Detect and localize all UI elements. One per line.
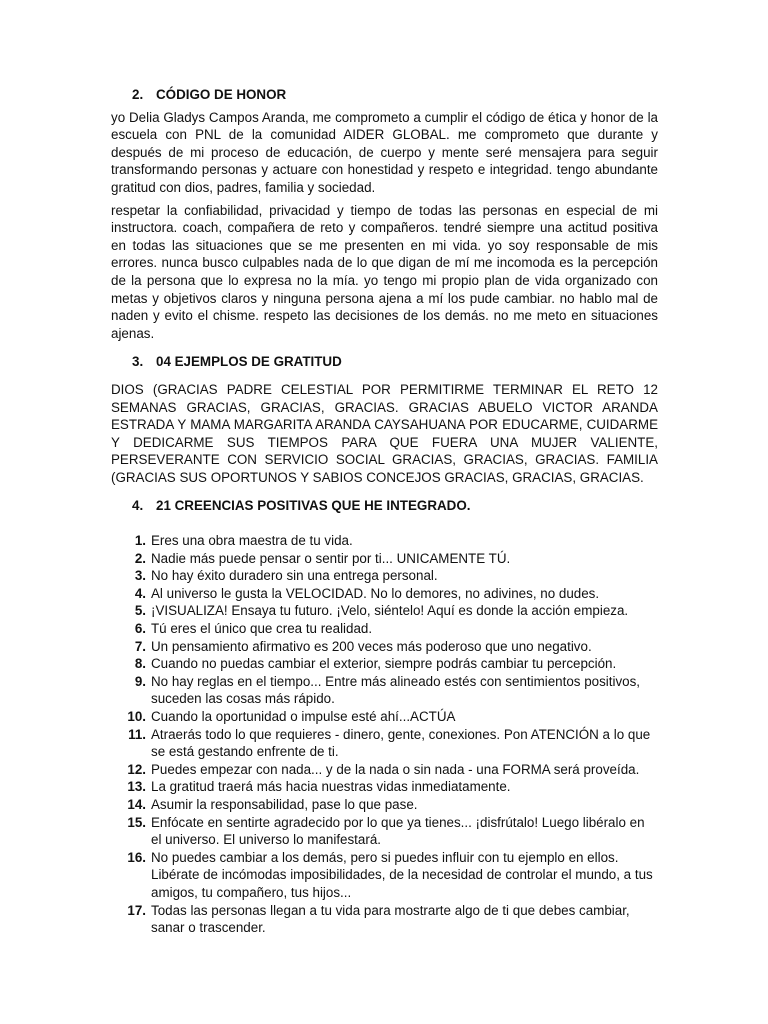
list-item-text: Al universo le gusta la VELOCIDAD. No lo demores, no adivines, no dudes. [151, 585, 600, 601]
list-item [111, 532, 658, 550]
list-item-number: 9. [134, 673, 146, 689]
list-item [111, 708, 658, 726]
list-item-number: 13. [127, 779, 146, 795]
gratitude-paragraph: DIOS (GRACIAS PADRE CELESTIAL POR PERMITIRME TERMINAR EL RETO 12 SEMANAS GRACIAS, GRACIAS, GRACIAS. GRACIAS ABUELO VICTOR ARANDA ESTRADA Y MAMA MARGARITA ARANDA CAYSAHUANA POR EDUCARME, CUIDARME Y DEDICARME SUS TIEMPOS PARA QUE FUERA UNA MUJER VALIENTE, PERSEVERANTE CON SERVICIO SOCIAL GRACIAS, GRACIAS, GRACIAS. FAMILIA (GRACIAS SUS OPORTUNOS Y SABIOS CONCEJOS GRACIAS, GRACIAS, GRACIAS. [111, 381, 658, 485]
list-item [111, 602, 658, 620]
list-item-text: No puedes cambiar a los demás, pero si puedes influir con tu ejemplo en ellos. Libérate de incómodas imposibilidades, de la necesidad de controlar el mundo, a tus amigos, tu compañero, tus hijos... [151, 849, 653, 900]
section-title: CÓDIGO DE HONOR [156, 87, 287, 102]
list-item-text: Cuando no puedas cambiar el exterior, siempre podrás cambiar tu percepción. [151, 656, 617, 672]
beliefs-list [111, 532, 658, 937]
list-item [111, 902, 658, 937]
section-title: 21 CREENCIAS POSITIVAS QUE HE INTEGRADO. [156, 498, 471, 514]
section-heading-gratitude [132, 353, 658, 371]
list-item-text: ¡VISUALIZA! Ensaya tu futuro. ¡Velo, siéntelo! Aquí es donde la acción empieza. [151, 603, 629, 619]
honor-paragraph-2: respetar la confiabilidad, privacidad y tiempo de todas las personas en especial de mi instructora. coach, compañera de reto y compañeros. tendré siempre una actitud positiva en todas las situaciones que se me presenten en mi vida. yo soy responsable de mis errores. nunca busco culpables nada de lo que digan de mí me incomoda es la percepción de la persona que lo expresa no la mía. yo tengo mi propio plan de vida organizado con metas y objetivos claros y ninguna persona ajena a mí los pude cambiar. no hablo mal de naden y evito el chisme. respeto las decisiones de los demás. no me meto en situaciones ajenas. [111, 202, 658, 341]
honor-paragraph-1: yo Delia Gladys Campos Aranda, me comprometo a cumplir el código de ética y honor de la escuela con PNL de la comunidad AIDER GLOBAL. me comprometo que durante y después de mi proceso de educación, de cuerpo y mente seré mensajera para seguir transformando personas y actuare con honestidad y respeto e integridad. tengo abundante gratitud con dios, padres, familia y sociedad. [111, 109, 658, 195]
list-item-number: 5. [134, 603, 146, 619]
list-item-number: 8. [134, 656, 146, 672]
section-title: 04 EJEMPLOS DE GRATITUD [156, 354, 342, 370]
list-item-number: 1. [134, 533, 146, 549]
list-item-text: Asumir la responsabilidad, pase lo que pase. [151, 796, 418, 812]
list-item-number: 3. [134, 568, 146, 584]
list-item [111, 761, 658, 779]
list-item-number: 11. [128, 726, 146, 742]
list-item-number: 10. [127, 709, 146, 724]
list-item [111, 550, 658, 568]
list-item [111, 814, 658, 849]
list-item [111, 726, 658, 761]
list-item-text: Puedes empezar con nada... y de la nada o sin nada - una FORMA será proveída. [151, 761, 640, 777]
section-number: 2. [132, 87, 144, 102]
list-item [111, 673, 658, 708]
section-number: 3. [132, 354, 144, 370]
list-item-number: 15. [127, 814, 146, 830]
list-item-text: No hay reglas en el tiempo... Entre más alineado estés con sentimientos positivos, suceden las cosas más rápido. [151, 673, 641, 707]
list-item [111, 620, 658, 638]
list-item-text: Nadie más puede pensar o sentir por ti... UNICAMENTE TÚ. [151, 550, 511, 566]
list-item-number: 4. [134, 585, 146, 601]
list-item-text: Enfócate en sentirte agradecido por lo que ya tienes... ¡disfrútalo! Luego libéralo en el universo. El universo lo manifestará. [151, 814, 645, 848]
list-item [111, 567, 658, 585]
list-item-number: 17. [127, 902, 146, 918]
list-item-text: Tú eres el único que crea tu realidad. [151, 621, 373, 637]
list-item-number: 7. [134, 638, 146, 654]
list-item-text: Atraerás todo lo que requieres - dinero, gente, conexiones. Pon ATENCIÓN a lo que se está gestando enfrente de ti. [151, 726, 651, 760]
section-heading-honor [132, 86, 658, 104]
list-item-number: 12. [127, 761, 146, 777]
list-item [111, 655, 658, 673]
section-number: 4. [132, 498, 144, 514]
list-item [111, 778, 658, 796]
list-item-text: Un pensamiento afirmativo es 200 veces más poderoso que uno negativo. [151, 638, 592, 654]
list-item-text: No hay éxito duradero sin una entrega personal. [151, 568, 438, 584]
list-item-text: La gratitud traerá más hacia nuestras vidas inmediatamente. [151, 779, 511, 795]
section-heading-beliefs [132, 497, 658, 515]
list-item [111, 585, 658, 603]
list-item [111, 796, 658, 814]
list-item-number: 2. [134, 550, 146, 566]
list-item-text: Cuando la oportunidad o impulse esté ahí...ACTÚA [151, 709, 456, 724]
list-item-number: 16. [127, 849, 146, 865]
list-item [111, 638, 658, 656]
list-item-number: 6. [134, 621, 146, 637]
list-item-text: Todas las personas llegan a tu vida para mostrarte algo de ti que debes cambiar, sanar o trascender. [151, 902, 630, 936]
list-item-text: Eres una obra maestra de tu vida. [151, 533, 353, 549]
list-item-number: 14. [127, 796, 146, 812]
list-item [111, 849, 658, 902]
